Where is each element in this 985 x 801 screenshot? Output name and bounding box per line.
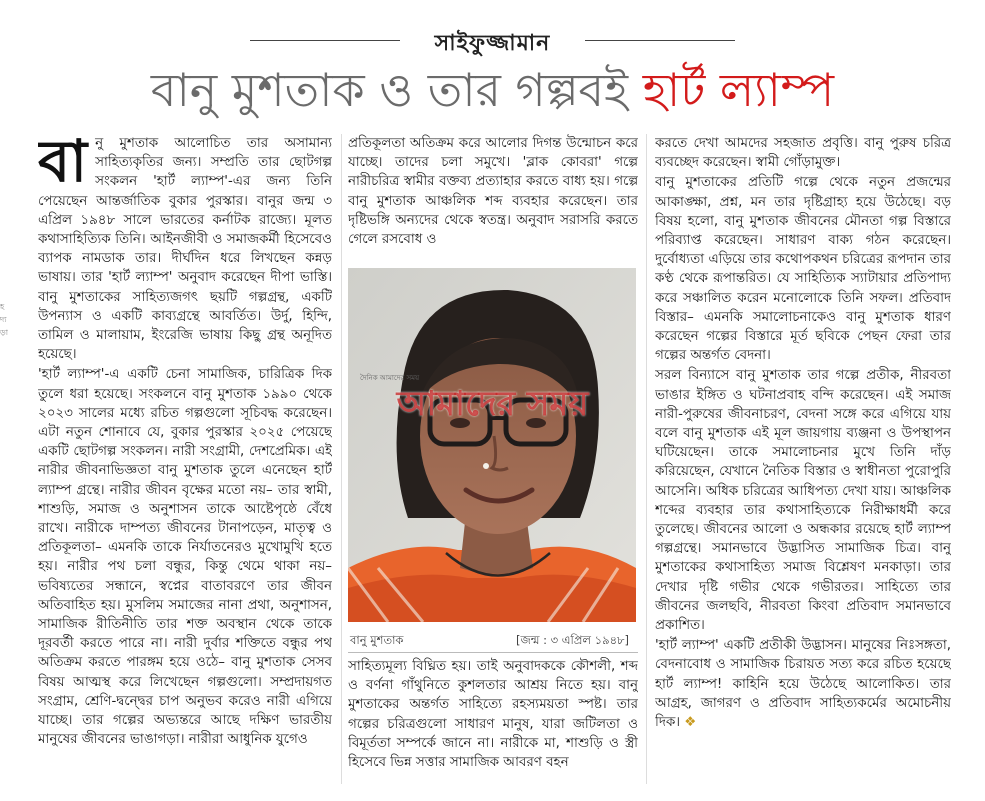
paragraph: বানু মুশতাকের প্রতিটি গল্পে থেকে নতুন প্রজন্মের আকাঙ্ক্ষা, প্রশ্ন, মন তার দৃষ্টিগ্রাহ্য হয়ে উঠেছে। বড় বিষয় হলো, বানু মুশতাক জীবনের মৌনতা গল্প বিস্তারে পরিব্যাপ্ত করেছেন। সাধারণ বাক্য গঠন করেছেন। দুর্বোধ্যতা এড়িয়ে তার কথোপকথন চরিত্রের রূপদান তার কণ্ঠ থেকে রূপান্তরিত। যে সাহিত্যিক স্যাটায়ার প্রতিপাদ্য করে সঞ্চালিত করেন মনোলোকে তিনি সফল। প্রতিবাদ বিস্তার– এমনকি সমালোচনাকেও বানু মুশতাক ধারণ করেছেন গল্পের বিস্তারে মূর্ত ছবিকে পেছন ফেরা তার গল্পের অন্তর্গত বেদনা।	[655, 175, 951, 364]
article-column-2-top	[348, 134, 638, 259]
paragraph: 'হার্ট ল্যাম্প'-এ একটি চেনা সামাজিক, চারিত্রিক দিক তুলে ধরা হয়েছে। সংকলনে বানু মুশতাক ১৯৯০ থেকে ২০২৩ সালের মধ্যে রচিত গল্পগুলো সূচিবদ্ধ করেছেন। এটা নতুন শোনাবে যে, বুকার পুরস্কার ২০২৫ পেয়েছে একটি ছোটগল্প সংকলন। নারী সংগ্রামী, দেশপ্রেমিক। এই নারীর জীবনাভিজ্ঞতা বানু মুশতাক তুলে এনেছেন হার্ট ল্যাম্প গ্রন্থে। নারীর জীবন বৃক্ষের মতো নয়– তার স্বামী, শাশুড়ি, সমাজ ও অনুশাসন তাকে আষ্টেপৃষ্ঠে বেঁধে রাখে। নারীকে দাম্পত্য জীবনের টানাপড়েন, মাতৃত্ব ও প্রতিকূলতা– এমনকি তাকে নির্যাতনেরও মুখোমুখি হতে হয়। নারীর পথ চলা বন্ধুর, কিন্তু থেমে থাকা নয়– ভবিষ্যতের সন্ধানে, স্বপ্নের বাতাবরণে তার জীবন অতিবাহিত হয়। মুসলিম সমাজের নানা প্রথা, অনুশাসন, সামাজিক রীতিনীতি তার শক্ত অবস্থান থেকে তাকে দূরবর্তী করতে পারে না। নারী দুর্বার শক্তিতে বন্ধুর পথ অতিক্রম করতে পারঙ্গম হয়ে ওঠে– বানু মুশতাক সেসব বিষয় আত্মস্থ করে লিখেছেন গল্পগুলো। সম্প্রদায়গত সংগ্রাম, শ্রেণি-দ্বন্দ্বের চাপ অনুভব করেও নারী এগিয়ে যাচ্ছে। তার গল্পের অভ্যন্তরে আছে দক্ষিণ ভারতীয় মানুষের জীবনের ভাঙাগড়া। নারীরা আধুনিক যুগেও	[38, 367, 332, 748]
drop-cap: বা	[38, 134, 88, 195]
author-photo	[348, 268, 636, 622]
photo-caption-name: বানু মুশতাক	[350, 633, 404, 647]
margin-fragment: হ দ্য ড়া	[0, 302, 8, 337]
paragraph	[38, 134, 332, 364]
paragraph-text: 'হার্ট ল্যাম্প' একটি প্রতীকী উদ্ভাসন। মানুষের নিঃসঙ্গতা, বেদনাবোধ ও সামাজিক চিরায়ত সত্য করে রচিত হয়েছে হার্ট ল্যাম্প! কাহিনি হয়ে উঠেছে আলোকিত। তার আগ্রহ, জাগরণ ও প্রতিবাদ সাহিত্যকর্মের অমোচনীয় দিক।	[655, 638, 951, 731]
byline-rule-right	[585, 40, 735, 41]
paragraph: সাহিত্যমূল্য বিঘ্নিত হয়। তাই অনুবাদককে কৌশলী, শব্দ ও বর্ণনা গাঁথুনিতে কুশলতার আশ্রয় নিতে হয়। বানু মুশতাকের অন্তর্গত সাহিত্যে রহস্যময়তা স্পষ্ট। তার গল্পের চরিত্রগুলো সাধারণ মানুষ, যারা জটিলতা ও বিমূর্ততা সম্পর্কে জানে না। নারীকে মা, শাশুড়ি ও স্ত্রী হিসেবে ভিন্ন সত্তার সামাজিক আবরণ বহন	[348, 659, 638, 771]
headline-main: বানু মুশতাক ও তার গল্পবই	[150, 63, 629, 117]
column-divider-1	[341, 134, 342, 784]
paragraph-text: নু মুশতাক আলোচিত তার অসামান্য সাহিত্যকৃতির জন্য। সম্প্রতি তার ছোটগল্প সংকলন 'হার্ট ল্যাম্প'-এর জন্য তিনি পেয়েছেন আন্তর্জাতিক বুকার পুরস্কার। বানুর জন্ম ৩ এপ্রিল ১৯৪৮ সালে ভারতের কর্নাটক রাজ্যে। মূলত কথাসাহিত্যিক তিনি। আইনজীবী ও সমাজকর্মী হিসেবেও ব্যাপক নামডাক তার। দীর্ঘদিন ধরে লিখছেন কন্নড় ভাষায়। তার 'হার্ট ল্যাম্প' অনুবাদ করেছেন দীপা ভাস্তি। বানু মুশতাকের সাহিত্যজগৎ ছয়টি গল্পগ্রন্থ, একটি উপন্যাস ও একটি কাব্যগ্রন্থে আবর্তিত। উর্দু, হিন্দি, তামিল ও মালায়াম, ইংরেজি ভাষায় কিছু গ্রন্থ অনূদিত হয়েছে।	[38, 136, 332, 363]
caption-rule	[348, 652, 638, 653]
article-column-1	[38, 134, 332, 774]
paragraph	[655, 636, 951, 732]
article-column-3	[655, 134, 951, 784]
paragraph: করতে দেখা আমদের সহজাত প্রবৃত্তি। বানু পুরুষ চরিত্র ব্যবচ্ছেদ করেছেন। স্বামী গোঁড়ামুক্ত।	[655, 136, 951, 171]
headline-accent: হার্ট ল্যাম্প	[642, 63, 835, 117]
watermark-caption: দৈনিক আমাদের সময়	[360, 374, 420, 382]
portrait-illustration	[348, 268, 636, 622]
byline-rule-left	[250, 40, 400, 41]
column-divider-2	[646, 134, 647, 784]
paragraph: সরল বিন্যাসে বানু মুশতাক তার গল্পে প্রতীক, নীরবতা ভাঙার ইঙ্গিত ও ঘটনাপ্রবাহ বন্দি করেছেন। এই সমাজ নারী-পুরুষের জীবনাচরণ, বেদনা সঙ্গে করে এগিয়ে যায় বলে বানু মুশতাক এই মূল জায়গায় ব্যঞ্জনা ও উপস্থাপন ঘটিয়েছেন। তাকে সমালোচনার মুখে তিনি দাঁড় করিয়েছেন, যেখানে নৈতিক বিস্তার ও স্বাধীনতা পুরোপুরি আসেনি। অধিক চরিত্রের আধিপত্য দেখা যায়। আঞ্চলিক শব্দের ব্যবহার তার কথাসাহিত্যকে নিরীক্ষাধর্মী করে তুলেছে। জীবনের আলো ও অন্ধকার রয়েছে হার্ট ল্যাম্প গল্পগ্রন্থে। সমানভাবে উদ্ভাসিত সামাজিক চিত্র। বানু মুশতাকের কথাসাহিত্য সমাজ বিশ্লেষণ মনকাড়া। তার দেখার দৃষ্টি গভীর থেকে গভীরতর। সাহিত্যে তার জীবনের জলছবি, নীরবতা কিংবা প্রতিবাদ সমানভাবে প্রকাশিত।	[655, 368, 951, 634]
byline-author: সাইফুজ্জামান	[434, 31, 551, 56]
paragraph: প্রতিকূলতা অতিক্রম করে আলোর দিগন্ত উন্মোচন করে যাচ্ছে। তাদের চলা সমুখে। 'ব্লাক কোবরা' গল্পে নারীচরিত্র স্বামীর বক্তব্য প্রত্যাহার করতে বাধ্য হয়। গল্পে বানু মুশতাক আঞ্চলিক শব্দ ব্যবহার করেছেন। তার দৃষ্টিভঙ্গি অন্যদের থেকে স্বতন্ত্র। অনুবাদ সরাসরি করতে গেলে রসবোধ ও	[348, 136, 638, 248]
newspaper-watermark: আমাদের সময়	[396, 384, 589, 424]
end-mark-icon: ❖	[684, 715, 697, 731]
article-column-2-bottom	[348, 657, 638, 787]
headline	[0, 62, 985, 118]
photo-caption-birth: [জন্ম : ৩ এপ্রিল ১৯৪৮]	[516, 633, 629, 647]
